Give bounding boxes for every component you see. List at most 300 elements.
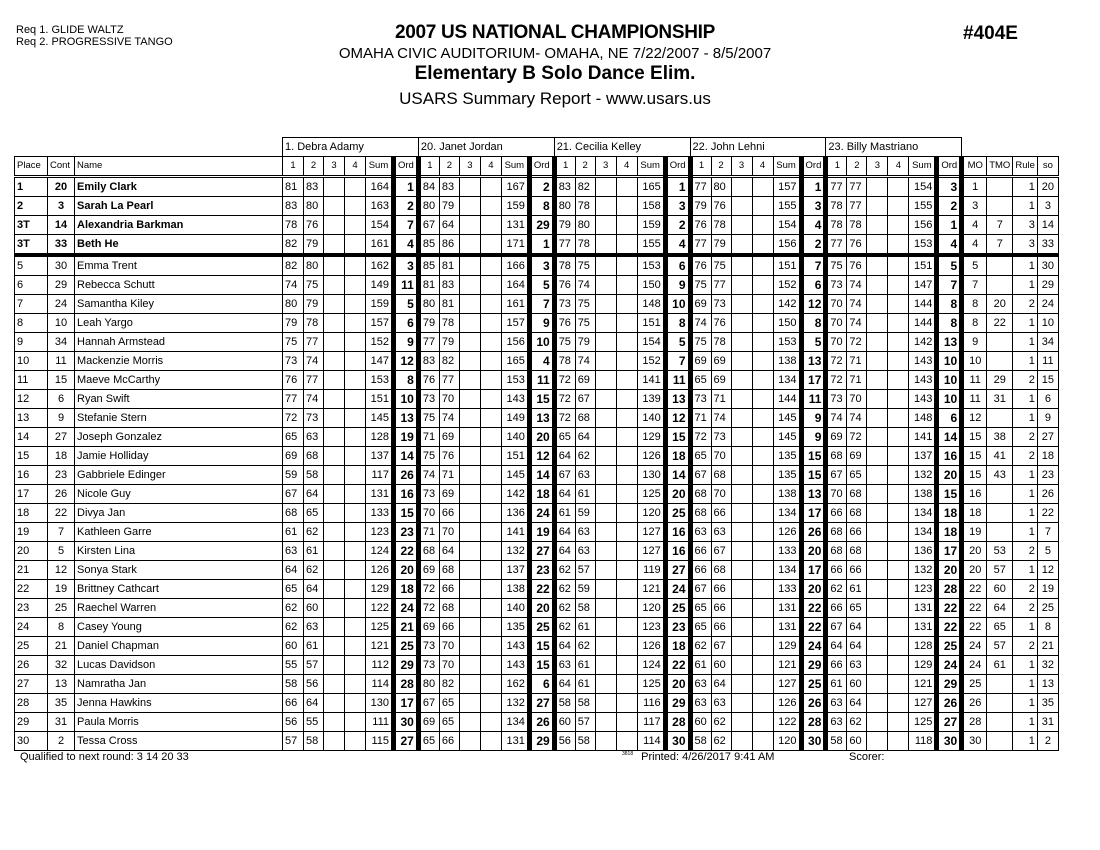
score-2: 74 (575, 352, 595, 371)
score-2: 70 (439, 637, 459, 656)
score-4 (752, 371, 773, 390)
score-3 (459, 255, 480, 276)
score-1: 72 (418, 580, 439, 599)
score-sum: 128 (366, 428, 394, 447)
score-1: 76 (690, 255, 711, 276)
score-3 (324, 216, 345, 235)
score-3 (324, 235, 345, 256)
score-4 (480, 732, 501, 751)
score-3 (731, 504, 752, 523)
col-judge-5-ord: Ord (937, 157, 962, 177)
score-2: 68 (575, 409, 595, 428)
score-4 (888, 295, 909, 314)
ordinal: 14 (937, 428, 962, 447)
score-4 (345, 504, 366, 523)
score-2: 78 (575, 197, 595, 216)
score-sum: 157 (773, 177, 801, 197)
score-sum: 152 (366, 333, 394, 352)
small-mark: 3818 (622, 751, 634, 757)
rule: 2 (1013, 295, 1038, 314)
ordinal: 19 (394, 428, 419, 447)
col-judge-4-2: 2 (711, 157, 731, 177)
score-4 (888, 352, 909, 371)
competitor-number: 18 (48, 447, 75, 466)
rule: 3 (1013, 216, 1038, 235)
score-3 (459, 295, 480, 314)
scorer-label: Scorer: (849, 751, 885, 763)
score-1: 81 (283, 177, 304, 197)
ordinal: 10 (529, 333, 554, 352)
score-4 (752, 599, 773, 618)
score-1: 68 (690, 504, 711, 523)
score-sum: 134 (909, 523, 937, 542)
score-2: 66 (439, 504, 459, 523)
results-table (14, 137, 1059, 751)
score-4 (480, 390, 501, 409)
ordinal: 30 (394, 713, 419, 732)
score-sum: 126 (773, 523, 801, 542)
score-sum: 125 (637, 675, 665, 694)
score-sum: 165 (501, 352, 529, 371)
ordinal: 11 (665, 371, 690, 390)
score-sum: 162 (366, 255, 394, 276)
score-sum: 142 (909, 333, 937, 352)
score-3 (731, 618, 752, 637)
rule: 2 (1013, 542, 1038, 561)
table-row (15, 675, 1059, 694)
ordinal: 25 (665, 504, 690, 523)
judge-name: 21. Cecilia Kelley (554, 138, 690, 157)
score-4 (345, 390, 366, 409)
score-sum: 127 (637, 523, 665, 542)
score-sum: 135 (773, 466, 801, 485)
score-4 (616, 352, 637, 371)
score-2: 66 (711, 599, 731, 618)
score-1: 72 (418, 599, 439, 618)
competitor-name: Hannah Armstead (75, 333, 283, 352)
score-4 (888, 618, 909, 637)
ordinal: 23 (529, 561, 554, 580)
score-2: 61 (575, 485, 595, 504)
score-4 (480, 428, 501, 447)
score-sum: 132 (501, 694, 529, 713)
score-3 (595, 235, 616, 256)
score-sum: 163 (366, 197, 394, 216)
score-sum: 154 (909, 177, 937, 197)
score-4 (345, 694, 366, 713)
score-sum: 156 (773, 235, 801, 256)
col-judge-3-ord: Ord (665, 157, 690, 177)
score-2: 64 (847, 694, 867, 713)
score-1: 72 (554, 390, 575, 409)
ordinal: 1 (394, 177, 419, 197)
score-3 (867, 637, 888, 656)
ordinal: 18 (937, 523, 962, 542)
score-1: 73 (826, 390, 847, 409)
score-3 (867, 523, 888, 542)
ordinal: 30 (937, 732, 962, 751)
score-sum: 154 (773, 216, 801, 235)
score-4 (345, 255, 366, 276)
score-3 (459, 447, 480, 466)
score-3 (324, 390, 345, 409)
score-2: 70 (711, 447, 731, 466)
score-1: 77 (690, 177, 711, 197)
score-2: 66 (439, 618, 459, 637)
score-3 (595, 504, 616, 523)
score-4 (752, 656, 773, 675)
score-4 (752, 485, 773, 504)
majority-ordinal: 20 (962, 542, 987, 561)
ordinal: 8 (801, 314, 826, 333)
score-1: 70 (826, 314, 847, 333)
score-1: 67 (690, 466, 711, 485)
score-2: 75 (575, 255, 595, 276)
score-2: 66 (439, 580, 459, 599)
col-judge-1-ord: Ord (394, 157, 419, 177)
score-4 (752, 314, 773, 333)
score-1: 67 (826, 618, 847, 637)
score-sum: 152 (637, 352, 665, 371)
score-2: 63 (575, 542, 595, 561)
score-3 (595, 694, 616, 713)
score-3 (324, 656, 345, 675)
score-sum: 147 (366, 352, 394, 371)
score-3 (867, 447, 888, 466)
place: 23 (15, 599, 48, 618)
competitor-number: 32 (48, 656, 75, 675)
ordinal: 13 (394, 409, 419, 428)
ordinal: 26 (801, 523, 826, 542)
ordinal: 9 (665, 276, 690, 295)
competitor-name: Tessa Cross (75, 732, 283, 751)
score-sum: 164 (501, 276, 529, 295)
score-1: 78 (554, 352, 575, 371)
score-1: 63 (554, 656, 575, 675)
table-row (15, 485, 1059, 504)
ordinal: 27 (937, 713, 962, 732)
col-judge-2-ord: Ord (529, 157, 554, 177)
score-sum: 121 (909, 675, 937, 694)
skate-order: 27 (1037, 428, 1058, 447)
score-1: 82 (283, 235, 304, 256)
score-1: 79 (283, 314, 304, 333)
score-3 (595, 542, 616, 561)
score-2: 63 (711, 694, 731, 713)
score-1: 75 (826, 255, 847, 276)
score-3 (324, 371, 345, 390)
score-3 (867, 352, 888, 371)
score-4 (616, 637, 637, 656)
majority-ordinal: 18 (962, 504, 987, 523)
score-2: 58 (304, 466, 324, 485)
ordinal: 20 (937, 561, 962, 580)
score-1: 71 (690, 409, 711, 428)
score-3 (595, 352, 616, 371)
score-3 (595, 656, 616, 675)
rule: 1 (1013, 732, 1038, 751)
total-majority-ordinal (987, 276, 1013, 295)
score-1: 73 (418, 637, 439, 656)
score-4 (888, 177, 909, 197)
skate-order: 22 (1037, 504, 1058, 523)
ordinal: 25 (529, 618, 554, 637)
ordinal: 10 (937, 352, 962, 371)
ordinal: 16 (665, 542, 690, 561)
ordinal: 17 (801, 371, 826, 390)
ordinal: 23 (394, 523, 419, 542)
score-2: 73 (304, 409, 324, 428)
rule: 1 (1013, 485, 1038, 504)
score-4 (345, 295, 366, 314)
column-header-row (15, 157, 1059, 177)
table-row (15, 333, 1059, 352)
score-1: 69 (418, 713, 439, 732)
total-majority-ordinal (987, 504, 1013, 523)
total-majority-ordinal (987, 255, 1013, 276)
ordinal: 13 (937, 333, 962, 352)
majority-ordinal: 25 (962, 675, 987, 694)
score-4 (616, 197, 637, 216)
score-4 (345, 675, 366, 694)
score-1: 69 (690, 295, 711, 314)
score-sum: 150 (637, 276, 665, 295)
score-4 (888, 637, 909, 656)
rule: 1 (1013, 504, 1038, 523)
score-2: 69 (711, 371, 731, 390)
score-3 (731, 580, 752, 599)
majority-ordinal: 16 (962, 485, 987, 504)
score-sum: 125 (366, 618, 394, 637)
competitor-name: Kirsten Lina (75, 542, 283, 561)
score-2: 76 (439, 447, 459, 466)
score-2: 65 (847, 599, 867, 618)
score-4 (752, 466, 773, 485)
score-2: 79 (439, 197, 459, 216)
score-4 (345, 732, 366, 751)
score-sum: 124 (366, 542, 394, 561)
score-sum: 140 (637, 409, 665, 428)
score-3 (459, 713, 480, 732)
score-3 (867, 314, 888, 333)
score-sum: 130 (366, 694, 394, 713)
majority-ordinal: 9 (962, 333, 987, 352)
score-sum: 140 (501, 599, 529, 618)
rule: 1 (1013, 618, 1038, 637)
place: 11 (15, 371, 48, 390)
score-4 (888, 409, 909, 428)
score-2: 82 (439, 352, 459, 371)
score-1: 68 (826, 447, 847, 466)
ordinal: 3 (801, 197, 826, 216)
score-sum: 166 (501, 255, 529, 276)
col-tmo: TMO (987, 157, 1013, 177)
score-4 (345, 371, 366, 390)
ordinal: 11 (801, 390, 826, 409)
score-3 (595, 314, 616, 333)
ordinal: 18 (665, 637, 690, 656)
score-4 (616, 713, 637, 732)
score-1: 70 (418, 504, 439, 523)
score-4 (480, 504, 501, 523)
place: 3T (15, 216, 48, 235)
score-3 (459, 694, 480, 713)
competitor-number: 9 (48, 409, 75, 428)
col-judge-2-3: 3 (459, 157, 480, 177)
col-judge-2-2: 2 (439, 157, 459, 177)
score-3 (731, 177, 752, 197)
skate-order: 2 (1037, 732, 1058, 751)
score-3 (731, 694, 752, 713)
score-2: 65 (304, 504, 324, 523)
score-1: 58 (283, 675, 304, 694)
score-1: 62 (554, 599, 575, 618)
score-sum: 159 (366, 295, 394, 314)
score-3 (731, 656, 752, 675)
score-3 (731, 333, 752, 352)
score-2: 66 (711, 580, 731, 599)
score-3 (595, 276, 616, 295)
score-3 (867, 732, 888, 751)
score-3 (324, 314, 345, 333)
total-majority-ordinal: 7 (987, 216, 1013, 235)
ordinal: 12 (801, 295, 826, 314)
score-4 (480, 675, 501, 694)
score-1: 79 (690, 197, 711, 216)
score-3 (324, 694, 345, 713)
score-4 (616, 523, 637, 542)
score-2: 68 (847, 542, 867, 561)
table-row (15, 447, 1059, 466)
score-sum: 147 (909, 276, 937, 295)
score-sum: 126 (366, 561, 394, 580)
score-2: 66 (847, 523, 867, 542)
score-sum: 165 (637, 177, 665, 197)
score-3 (324, 599, 345, 618)
score-1: 67 (283, 485, 304, 504)
score-4 (480, 580, 501, 599)
rule: 1 (1013, 675, 1038, 694)
skate-order: 30 (1037, 255, 1058, 276)
skate-order: 19 (1037, 580, 1058, 599)
table-row (15, 197, 1059, 216)
score-1: 62 (690, 637, 711, 656)
score-2: 74 (847, 409, 867, 428)
score-2: 66 (711, 618, 731, 637)
score-2: 74 (575, 276, 595, 295)
score-4 (888, 561, 909, 580)
score-3 (867, 255, 888, 276)
score-2: 76 (304, 216, 324, 235)
score-2: 66 (711, 504, 731, 523)
rule: 1 (1013, 561, 1038, 580)
score-2: 74 (847, 276, 867, 295)
ordinal: 7 (801, 255, 826, 276)
score-sum: 129 (366, 580, 394, 599)
score-3 (595, 580, 616, 599)
score-3 (867, 504, 888, 523)
score-3 (324, 675, 345, 694)
score-1: 77 (554, 235, 575, 256)
total-majority-ordinal (987, 177, 1013, 197)
table-row (15, 390, 1059, 409)
rule: 1 (1013, 314, 1038, 333)
requirement-1: Req 1. GLIDE WALTZ (16, 24, 124, 36)
score-1: 72 (554, 409, 575, 428)
venue-dates: OMAHA CIVIC AUDITORIUM- OMAHA, NE 7/22/2007 - 8/5/2007 (338, 45, 772, 62)
score-2: 75 (304, 276, 324, 295)
score-2: 77 (847, 197, 867, 216)
score-3 (867, 409, 888, 428)
ordinal: 29 (394, 656, 419, 675)
total-majority-ordinal (987, 713, 1013, 732)
score-2: 81 (439, 255, 459, 276)
ordinal: 18 (937, 504, 962, 523)
ordinal: 30 (801, 732, 826, 751)
competitor-number: 12 (48, 561, 75, 580)
score-2: 61 (575, 618, 595, 637)
score-2: 74 (304, 352, 324, 371)
score-4 (616, 656, 637, 675)
event-number: #404E (963, 23, 1018, 44)
score-4 (888, 542, 909, 561)
score-2: 64 (439, 542, 459, 561)
competitor-number: 30 (48, 255, 75, 276)
ordinal: 15 (937, 485, 962, 504)
score-3 (731, 276, 752, 295)
required-dances (16, 24, 173, 48)
ordinal: 20 (394, 561, 419, 580)
total-majority-ordinal (987, 333, 1013, 352)
score-1: 73 (826, 276, 847, 295)
score-2: 63 (711, 523, 731, 542)
score-1: 72 (826, 352, 847, 371)
ordinal: 20 (529, 599, 554, 618)
table-row (15, 580, 1059, 599)
score-sum: 137 (501, 561, 529, 580)
score-2: 58 (304, 732, 324, 751)
score-3 (324, 618, 345, 637)
ordinal: 16 (394, 485, 419, 504)
score-2: 71 (439, 466, 459, 485)
score-1: 73 (283, 352, 304, 371)
score-4 (752, 197, 773, 216)
score-2: 80 (575, 216, 595, 235)
ordinal: 15 (801, 447, 826, 466)
table-row (15, 276, 1059, 295)
score-sum: 123 (909, 580, 937, 599)
table-row (15, 542, 1059, 561)
score-sum: 124 (637, 656, 665, 675)
score-4 (752, 177, 773, 197)
score-2: 61 (304, 637, 324, 656)
score-sum: 157 (366, 314, 394, 333)
score-4 (480, 352, 501, 371)
score-sum: 125 (909, 713, 937, 732)
score-4 (616, 618, 637, 637)
score-4 (616, 580, 637, 599)
place: 19 (15, 523, 48, 542)
score-1: 67 (418, 694, 439, 713)
score-1: 80 (418, 295, 439, 314)
score-2: 76 (847, 235, 867, 256)
score-1: 59 (283, 466, 304, 485)
col-judge-4-1: 1 (690, 157, 711, 177)
score-4 (480, 694, 501, 713)
ordinal: 6 (665, 255, 690, 276)
score-4 (888, 197, 909, 216)
competitor-number: 8 (48, 618, 75, 637)
